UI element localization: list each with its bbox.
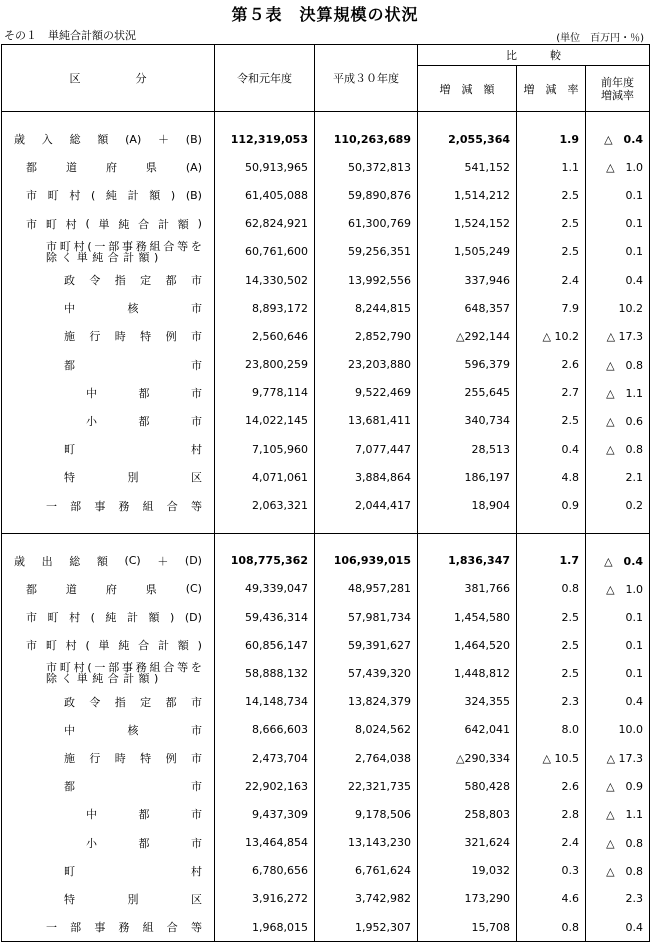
cell-prev: △ 1.1	[586, 800, 650, 828]
row-label: 政 令 指 定 都 市	[2, 688, 215, 716]
cell-diff: 258,803	[418, 800, 517, 828]
cell-h30: 50,372,813	[315, 153, 418, 181]
cell-prev: △ 1.0	[586, 575, 650, 603]
cell-diff: 648,357	[418, 294, 517, 322]
table-subtitle: その１ 単純合計額の状況	[4, 29, 136, 42]
table-row	[2, 125, 650, 153]
cell-diff: 324,355	[418, 688, 517, 716]
row-label: 市 町 村 ( 単 純 合 計 額 )	[2, 631, 215, 659]
table-row	[2, 688, 650, 716]
row-label: 政 令 指 定 都 市	[2, 266, 215, 294]
cell-r1: 14,330,502	[215, 266, 315, 294]
cell-rate: 2.5	[517, 210, 586, 238]
cell-r1: 2,560,646	[215, 322, 315, 350]
cell-rate: 2.6	[517, 772, 586, 800]
cell-rate: 2.3	[517, 688, 586, 716]
cell-h30: 48,957,281	[315, 575, 418, 603]
cell-rate: 2.5	[517, 603, 586, 631]
cell-prev: △ 0.8	[586, 829, 650, 857]
cell-h30: 2,852,790	[315, 322, 418, 350]
header-h30: 平成３０年度	[315, 45, 418, 112]
cell-prev: 0.2	[586, 491, 650, 519]
cell-prev: 0.4	[586, 913, 650, 942]
cell-rate: 1.1	[517, 153, 586, 181]
header-r1: 令和元年度	[215, 45, 315, 112]
settlement-table	[1, 44, 650, 942]
cell-diff: 1,454,580	[418, 603, 517, 631]
cell-h30: 3,742,982	[315, 885, 418, 913]
table-row	[2, 210, 650, 238]
cell-rate: 2.5	[517, 659, 586, 687]
cell-prev: 10.0	[586, 716, 650, 744]
cell-prev: 2.3	[586, 885, 650, 913]
header-zennendo: 前年度 増減率	[586, 66, 650, 112]
cell-h30: 6,761,624	[315, 857, 418, 885]
cell-r1: 8,666,603	[215, 716, 315, 744]
table-row	[2, 800, 650, 828]
cell-diff: 381,766	[418, 575, 517, 603]
cell-r1: 108,775,362	[215, 547, 315, 575]
table-row	[2, 631, 650, 659]
cell-diff: △292,144	[418, 322, 517, 350]
cell-r1: 23,800,259	[215, 351, 315, 379]
cell-rate: 0.3	[517, 857, 586, 885]
table-row	[2, 379, 650, 407]
cell-rate: 1.7	[517, 547, 586, 575]
cell-r1: 62,824,921	[215, 210, 315, 238]
cell-rate: 2.6	[517, 351, 586, 379]
cell-rate: 4.8	[517, 463, 586, 491]
table-row	[2, 885, 650, 913]
row-label: 市 町 村 ( 純 計 額 ) (D)	[2, 603, 215, 631]
table-row	[2, 266, 650, 294]
cell-prev: 0.1	[586, 238, 650, 266]
cell-diff: 1,836,347	[418, 547, 517, 575]
cell-h30: 57,981,734	[315, 603, 418, 631]
row-label: 小 都 市	[2, 829, 215, 857]
cell-h30: 13,992,556	[315, 266, 418, 294]
row-label: 中 核 市	[2, 716, 215, 744]
cell-h30: 2,044,417	[315, 491, 418, 519]
table-row	[2, 238, 650, 266]
cell-rate: 2.5	[517, 407, 586, 435]
cell-rate: 0.9	[517, 491, 586, 519]
row-label: 都 道 府 県 (C)	[2, 575, 215, 603]
cell-diff: 580,428	[418, 772, 517, 800]
cell-r1: 14,148,734	[215, 688, 315, 716]
row-label: 歳 出 総 額 (C) ＋ (D)	[2, 547, 215, 575]
cell-prev: △ 17.3	[586, 744, 650, 772]
cell-diff: 186,197	[418, 463, 517, 491]
cell-h30: 57,439,320	[315, 659, 418, 687]
cell-r1: 49,339,047	[215, 575, 315, 603]
row-label: 都 市	[2, 351, 215, 379]
table-row	[2, 181, 650, 209]
cell-prev: △ 0.8	[586, 351, 650, 379]
cell-rate: 0.4	[517, 435, 586, 463]
cell-rate: △ 10.5	[517, 744, 586, 772]
cell-r1: 112,319,053	[215, 125, 315, 153]
cell-rate: 1.9	[517, 125, 586, 153]
table-row	[2, 659, 650, 687]
cell-prev: 0.1	[586, 603, 650, 631]
cell-diff: 173,290	[418, 885, 517, 913]
cell-rate: 2.5	[517, 631, 586, 659]
cell-r1: 8,893,172	[215, 294, 315, 322]
cell-r1: 61,405,088	[215, 181, 315, 209]
row-label: 中 核 市	[2, 294, 215, 322]
cell-prev: 2.1	[586, 463, 650, 491]
row-label: 一 部 事 務 組 合 等	[2, 491, 215, 519]
cell-r1: 14,022,145	[215, 407, 315, 435]
cell-h30: 1,952,307	[315, 913, 418, 942]
cell-diff: 642,041	[418, 716, 517, 744]
table-row	[2, 829, 650, 857]
cell-h30: 13,824,379	[315, 688, 418, 716]
row-label: 市 町 村 ( 純 計 額 ) (B)	[2, 181, 215, 209]
cell-r1: 59,436,314	[215, 603, 315, 631]
page-title: 第５表 決算規模の状況	[231, 5, 419, 24]
cell-rate: 4.6	[517, 885, 586, 913]
cell-diff: 2,055,364	[418, 125, 517, 153]
cell-h30: 9,178,506	[315, 800, 418, 828]
cell-h30: 8,024,562	[315, 716, 418, 744]
cell-prev: △ 0.8	[586, 435, 650, 463]
cell-rate: 2.5	[517, 181, 586, 209]
cell-r1: 50,913,965	[215, 153, 315, 181]
table-row	[2, 407, 650, 435]
cell-diff: 255,645	[418, 379, 517, 407]
row-label: 施 行 時 特 例 市	[2, 322, 215, 350]
cell-prev: △ 0.8	[586, 857, 650, 885]
cell-r1: 9,778,114	[215, 379, 315, 407]
table-row	[2, 716, 650, 744]
cell-diff: 1,464,520	[418, 631, 517, 659]
cell-r1: 3,916,272	[215, 885, 315, 913]
cell-diff: △290,334	[418, 744, 517, 772]
table-row	[2, 435, 650, 463]
cell-diff: 19,032	[418, 857, 517, 885]
cell-r1: 13,464,854	[215, 829, 315, 857]
cell-diff: 340,734	[418, 407, 517, 435]
table-row	[2, 491, 650, 519]
cell-prev: 0.4	[586, 266, 650, 294]
cell-r1: 2,473,704	[215, 744, 315, 772]
cell-r1: 58,888,132	[215, 659, 315, 687]
row-label: 都 道 府 県 (A)	[2, 153, 215, 181]
row-label: 特 別 区	[2, 463, 215, 491]
cell-prev: △ 0.4	[586, 547, 650, 575]
table-row	[2, 772, 650, 800]
row-label: 小 都 市	[2, 407, 215, 435]
cell-rate: 0.8	[517, 575, 586, 603]
cell-h30: 7,077,447	[315, 435, 418, 463]
row-label: 中 都 市	[2, 379, 215, 407]
row-label: 歳 入 総 額 (A) ＋ (B)	[2, 125, 215, 153]
row-label: 中 都 市	[2, 800, 215, 828]
row-label: 都 市	[2, 772, 215, 800]
header-zougen: 増 減 額	[418, 66, 517, 112]
cell-diff: 1,524,152	[418, 210, 517, 238]
cell-h30: 61,300,769	[315, 210, 418, 238]
cell-prev: △ 1.0	[586, 153, 650, 181]
cell-h30: 110,263,689	[315, 125, 418, 153]
header-kubun: 区 分	[2, 45, 215, 112]
cell-prev: 0.4	[586, 688, 650, 716]
cell-diff: 1,448,812	[418, 659, 517, 687]
cell-prev: △ 0.6	[586, 407, 650, 435]
table-row	[2, 744, 650, 772]
cell-h30: 13,143,230	[315, 829, 418, 857]
cell-r1: 7,105,960	[215, 435, 315, 463]
cell-r1: 60,856,147	[215, 631, 315, 659]
cell-h30: 59,256,351	[315, 238, 418, 266]
cell-rate: 7.9	[517, 294, 586, 322]
cell-prev: 10.2	[586, 294, 650, 322]
cell-rate: 2.4	[517, 829, 586, 857]
cell-h30: 106,939,015	[315, 547, 418, 575]
cell-h30: 59,391,627	[315, 631, 418, 659]
cell-diff: 541,152	[418, 153, 517, 181]
header-hikaku: 比 較	[418, 45, 650, 66]
table-row	[2, 463, 650, 491]
cell-rate: 2.8	[517, 800, 586, 828]
table-row	[2, 603, 650, 631]
cell-diff: 596,379	[418, 351, 517, 379]
cell-r1: 4,071,061	[215, 463, 315, 491]
row-label: 特 別 区	[2, 885, 215, 913]
cell-prev: 0.1	[586, 659, 650, 687]
cell-r1: 60,761,600	[215, 238, 315, 266]
table-row	[2, 547, 650, 575]
cell-rate: 0.8	[517, 913, 586, 942]
row-label: 市 町 村 ( 一 部 事 務 組 合 等 を 除 く 単 純 合 計 額 )	[2, 238, 215, 266]
cell-h30: 23,203,880	[315, 351, 418, 379]
cell-diff: 1,505,249	[418, 238, 517, 266]
cell-h30: 8,244,815	[315, 294, 418, 322]
cell-diff: 321,624	[418, 829, 517, 857]
row-label: 町 村	[2, 857, 215, 885]
cell-r1: 1,968,015	[215, 913, 315, 942]
cell-diff: 18,904	[418, 491, 517, 519]
cell-h30: 13,681,411	[315, 407, 418, 435]
row-label: 町 村	[2, 435, 215, 463]
cell-diff: 28,513	[418, 435, 517, 463]
cell-prev: △ 0.4	[586, 125, 650, 153]
cell-prev: 0.1	[586, 631, 650, 659]
cell-prev: △ 0.9	[586, 772, 650, 800]
row-label: 市 町 村 ( 一 部 事 務 組 合 等 を 除 く 単 純 合 計 額 )	[2, 659, 215, 687]
cell-h30: 2,764,038	[315, 744, 418, 772]
table-row	[2, 322, 650, 350]
cell-diff: 1,514,212	[418, 181, 517, 209]
table-row	[2, 294, 650, 322]
table-row	[2, 857, 650, 885]
cell-r1: 2,063,321	[215, 491, 315, 519]
row-label: 一 部 事 務 組 合 等	[2, 913, 215, 942]
cell-prev: 0.1	[586, 181, 650, 209]
cell-diff: 337,946	[418, 266, 517, 294]
cell-prev: 0.1	[586, 210, 650, 238]
cell-rate: △ 10.2	[517, 322, 586, 350]
cell-h30: 59,890,876	[315, 181, 418, 209]
cell-prev: △ 1.1	[586, 379, 650, 407]
cell-prev: △ 17.3	[586, 322, 650, 350]
cell-rate: 8.0	[517, 716, 586, 744]
cell-diff: 15,708	[418, 913, 517, 942]
header-zougenritsu: 増 減 率	[517, 66, 586, 112]
cell-r1: 6,780,656	[215, 857, 315, 885]
row-label: 市 町 村 ( 単 純 合 計 額 )	[2, 210, 215, 238]
row-label: 施 行 時 特 例 市	[2, 744, 215, 772]
cell-h30: 22,321,735	[315, 772, 418, 800]
cell-rate: 2.5	[517, 238, 586, 266]
cell-rate: 2.4	[517, 266, 586, 294]
cell-r1: 22,902,163	[215, 772, 315, 800]
cell-r1: 9,437,309	[215, 800, 315, 828]
table-row	[2, 575, 650, 603]
table-row	[2, 153, 650, 181]
table-row	[2, 913, 650, 942]
cell-h30: 3,884,864	[315, 463, 418, 491]
cell-rate: 2.7	[517, 379, 586, 407]
cell-h30: 9,522,469	[315, 379, 418, 407]
table-row	[2, 351, 650, 379]
unit-note: (単位 百万円・％)	[556, 33, 644, 44]
